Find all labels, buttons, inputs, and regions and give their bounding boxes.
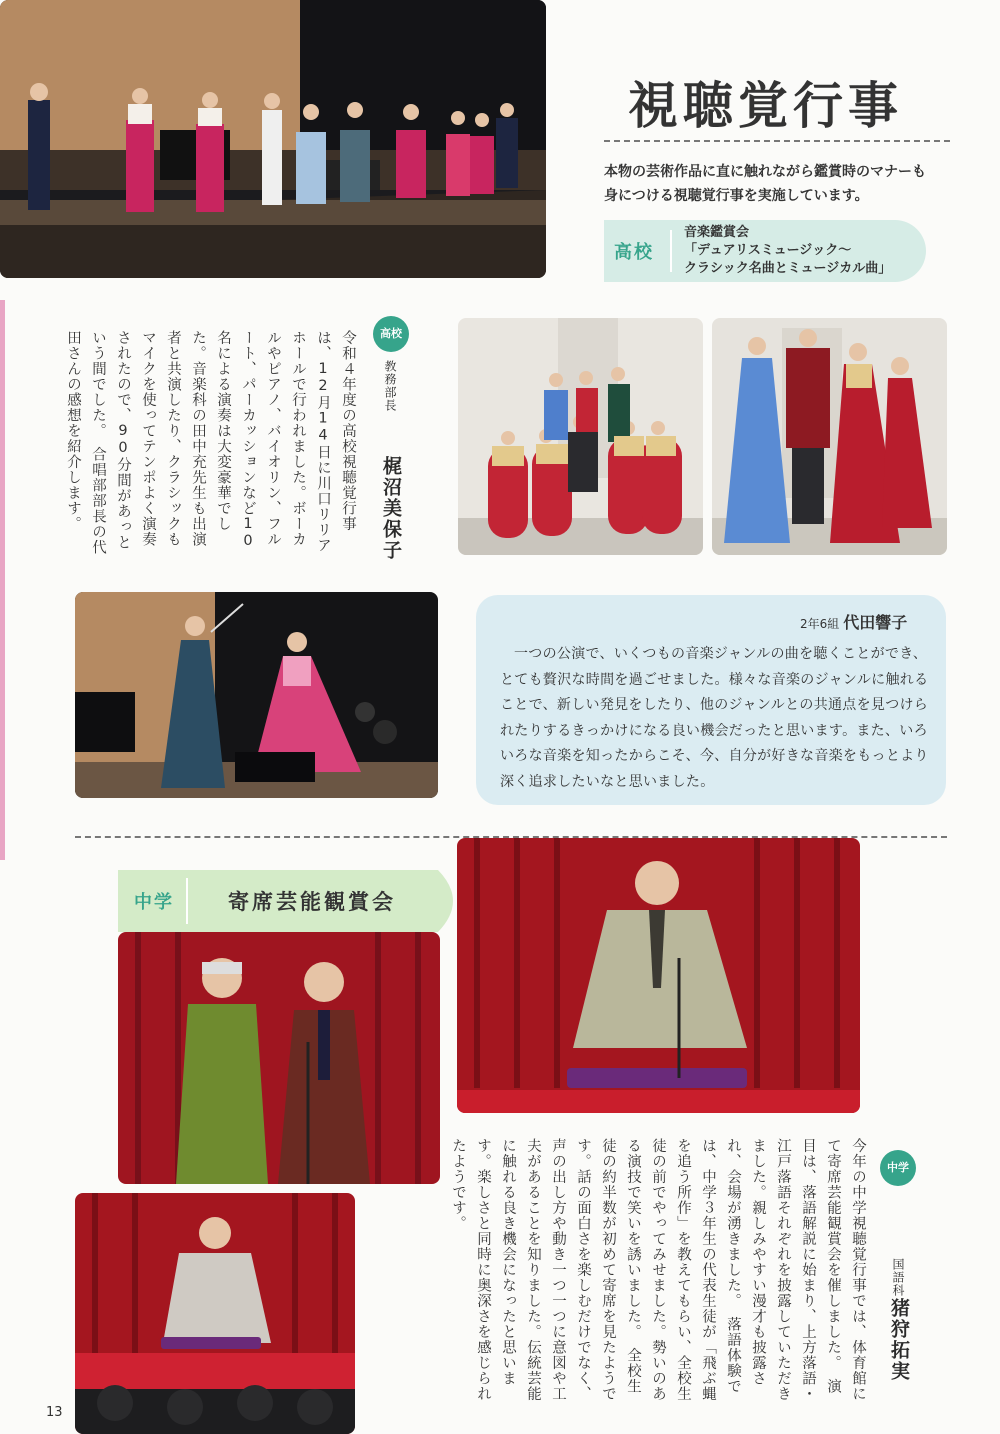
student-rakugo-photo xyxy=(75,1193,355,1434)
page-number: 13 xyxy=(46,1405,63,1420)
junior-high-author-name: 猪狩拓実 xyxy=(888,1298,910,1382)
violin-vocal-photo xyxy=(75,592,438,798)
junior-high-badge: 中学 xyxy=(880,1150,916,1186)
title-divider xyxy=(604,140,950,142)
event-title-line-2: 「デュアリスミュージック～ xyxy=(684,243,852,258)
student-comment-author xyxy=(800,610,907,633)
student-comment-text: 一つの公演で、いくつもの音楽ジャンルの曲を聴くことができ、とても贅沢な時間を過ごせました。様々な音楽のジャンルに触れることで、新しい発見をしたり、他のジャンルとの共通点を見つけられたりするきっかけになる良い機会だったと思います。また、いろいろな音楽を知ったからこそ、今、自分が好きな音楽をもっとより深く追求したいなと思いました。 xyxy=(500,646,929,790)
junior-high-tag-label: 中学 xyxy=(134,892,174,913)
high-school-author-name: 梶沼美保子 xyxy=(380,456,402,561)
concert-stage-photo xyxy=(0,0,546,278)
student-name: 代田響子 xyxy=(843,613,908,632)
performers-group-photo xyxy=(458,318,703,555)
high-school-tag-label: 高校 xyxy=(614,242,654,263)
high-school-badge: 高校 xyxy=(373,316,409,352)
junior-high-event-title: 寄席芸能観賞会 xyxy=(228,890,396,914)
page-title: 視聴覚行事 xyxy=(628,77,903,135)
page-lead-text: 本物の芸術作品に直に触れながら鑑賞時のマナーも身につける視聴覚行事を実施しています。 xyxy=(604,164,926,204)
student-class: 2年6組 xyxy=(800,617,840,631)
high-school-event-title xyxy=(684,224,891,278)
high-school-author-role: 教務部長 xyxy=(383,360,397,412)
tag-separator xyxy=(670,230,672,272)
high-school-article: 令和４年度の高校視聴覚行事は、12月14日に川口リリアホールで行われました。ボーカルやピアノ、バイオリン、フルート、パーカッションなど10名による演奏は大変豪華でした。音楽科の田中充先生も出演者と共演したり、クラシックもマイクを使ってテンポよく演奏されたので、90分間があっという間でした。 合唱部部長の代田さんの感想を紹介します。 xyxy=(65,330,356,556)
event-title-line-3: クラシック名曲とミュージカル曲」 xyxy=(684,261,892,276)
junior-high-author-role: 国語科 xyxy=(891,1258,905,1297)
performers-teacher-photo xyxy=(712,318,947,555)
event-title-line-1: 音楽鑑賞会 xyxy=(684,225,750,240)
rakugo-performer-photo xyxy=(457,838,860,1113)
junior-high-article: 今年の中学視聴覚行事では、体育館にて寄席芸能観賞会を催しました。 演目は、落語解説に始まり、上方落語・江戸落語それぞれを披露していただきました。親しみやすい漫才も披露され、会場が湧きました。 落語体験では、中学３年生の代表生徒が「飛ぶ蝿を追う所作」を教えてもらい、全校生徒の前でやってみせました。勢いのある演技で笑いを誘いました。 全校生徒の約半数が初めて寄席を見たようです。話の面白さを楽しむだけでなく、声の出し方や動き一つ一つに意図や工夫があることを知りました。伝統芸能に触れる良き機会になったと思います。楽しさと同時に奥深さを感じられたようです。 xyxy=(450,1138,866,1402)
page-edge-accent xyxy=(0,300,5,860)
